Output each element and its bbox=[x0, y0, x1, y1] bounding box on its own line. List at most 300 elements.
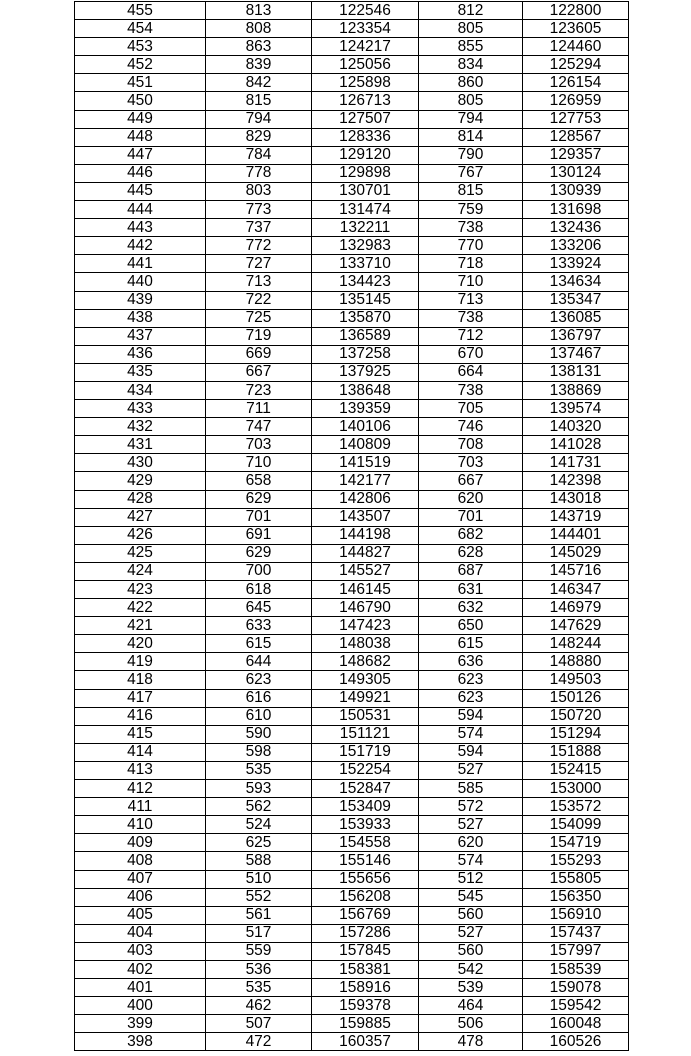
count-cell-a: 598 bbox=[206, 743, 312, 761]
cumulative-cell-b: 124460 bbox=[523, 38, 629, 56]
score-cell: 440 bbox=[75, 273, 206, 291]
count-cell-b: 594 bbox=[419, 743, 523, 761]
count-cell-a: 713 bbox=[206, 273, 312, 291]
table-row bbox=[75, 327, 629, 345]
count-cell-a: 658 bbox=[206, 472, 312, 490]
score-cell: 423 bbox=[75, 581, 206, 599]
count-cell-b: 615 bbox=[419, 635, 523, 653]
score-cell: 413 bbox=[75, 761, 206, 779]
cumulative-cell-b: 148880 bbox=[523, 653, 629, 671]
table-row bbox=[75, 92, 629, 110]
score-cell: 430 bbox=[75, 454, 206, 472]
count-cell-b: 545 bbox=[419, 888, 523, 906]
score-cell: 441 bbox=[75, 255, 206, 273]
count-cell-a: 700 bbox=[206, 562, 312, 580]
table-row bbox=[75, 2, 629, 20]
score-cell: 411 bbox=[75, 798, 206, 816]
table-row bbox=[75, 689, 629, 707]
score-cell: 406 bbox=[75, 888, 206, 906]
count-cell-a: 536 bbox=[206, 960, 312, 978]
score-cell: 455 bbox=[75, 2, 206, 20]
count-cell-a: 462 bbox=[206, 997, 312, 1015]
count-cell-b: 664 bbox=[419, 363, 523, 381]
cumulative-cell-a: 144198 bbox=[312, 526, 419, 544]
score-cell: 425 bbox=[75, 544, 206, 562]
table-row bbox=[75, 617, 629, 635]
cumulative-cell-a: 128336 bbox=[312, 128, 419, 146]
count-cell-a: 644 bbox=[206, 653, 312, 671]
count-cell-b: 814 bbox=[419, 128, 523, 146]
score-cell: 419 bbox=[75, 653, 206, 671]
count-cell-b: 682 bbox=[419, 526, 523, 544]
count-cell-b: 705 bbox=[419, 400, 523, 418]
table-row bbox=[75, 924, 629, 942]
cumulative-cell-b: 153572 bbox=[523, 798, 629, 816]
count-cell-b: 794 bbox=[419, 110, 523, 128]
count-cell-a: 839 bbox=[206, 56, 312, 74]
count-cell-b: 746 bbox=[419, 418, 523, 436]
count-cell-b: 636 bbox=[419, 653, 523, 671]
count-cell-a: 517 bbox=[206, 924, 312, 942]
cumulative-cell-b: 130124 bbox=[523, 164, 629, 182]
cumulative-cell-b: 131698 bbox=[523, 201, 629, 219]
cumulative-cell-b: 126959 bbox=[523, 92, 629, 110]
count-cell-a: 727 bbox=[206, 255, 312, 273]
table-row bbox=[75, 798, 629, 816]
count-cell-b: 860 bbox=[419, 74, 523, 92]
count-cell-b: 710 bbox=[419, 273, 523, 291]
table-row bbox=[75, 671, 629, 689]
cumulative-cell-a: 145527 bbox=[312, 562, 419, 580]
count-cell-a: 645 bbox=[206, 599, 312, 617]
count-cell-a: 723 bbox=[206, 381, 312, 399]
table-row bbox=[75, 562, 629, 580]
count-cell-b: 628 bbox=[419, 544, 523, 562]
count-cell-b: 464 bbox=[419, 997, 523, 1015]
cumulative-cell-b: 150126 bbox=[523, 689, 629, 707]
score-cell: 408 bbox=[75, 852, 206, 870]
cumulative-cell-a: 142177 bbox=[312, 472, 419, 490]
count-cell-a: 524 bbox=[206, 816, 312, 834]
score-cell: 421 bbox=[75, 617, 206, 635]
cumulative-cell-b: 160526 bbox=[523, 1033, 629, 1051]
score-cell: 410 bbox=[75, 816, 206, 834]
score-cell: 439 bbox=[75, 291, 206, 309]
cumulative-cell-a: 140809 bbox=[312, 436, 419, 454]
table-row bbox=[75, 979, 629, 997]
score-cell: 422 bbox=[75, 599, 206, 617]
score-cell: 424 bbox=[75, 562, 206, 580]
count-cell-a: 778 bbox=[206, 164, 312, 182]
cumulative-cell-a: 144827 bbox=[312, 544, 419, 562]
cumulative-cell-a: 151121 bbox=[312, 725, 419, 743]
score-cell: 400 bbox=[75, 997, 206, 1015]
cumulative-cell-b: 150720 bbox=[523, 707, 629, 725]
cumulative-cell-b: 157437 bbox=[523, 924, 629, 942]
cumulative-cell-b: 146979 bbox=[523, 599, 629, 617]
count-cell-b: 812 bbox=[419, 2, 523, 20]
count-cell-b: 701 bbox=[419, 508, 523, 526]
count-cell-b: 713 bbox=[419, 291, 523, 309]
count-cell-a: 813 bbox=[206, 2, 312, 20]
table-row bbox=[75, 997, 629, 1015]
count-cell-b: 718 bbox=[419, 255, 523, 273]
cumulative-cell-b: 123605 bbox=[523, 20, 629, 38]
count-cell-a: 616 bbox=[206, 689, 312, 707]
table-row bbox=[75, 291, 629, 309]
table-row bbox=[75, 182, 629, 200]
cumulative-cell-b: 138131 bbox=[523, 363, 629, 381]
score-cell: 402 bbox=[75, 960, 206, 978]
score-cell: 409 bbox=[75, 834, 206, 852]
count-cell-a: 588 bbox=[206, 852, 312, 870]
score-cell: 442 bbox=[75, 237, 206, 255]
cumulative-cell-a: 131474 bbox=[312, 201, 419, 219]
cumulative-cell-a: 140106 bbox=[312, 418, 419, 436]
cumulative-cell-b: 140320 bbox=[523, 418, 629, 436]
cumulative-cell-a: 155656 bbox=[312, 870, 419, 888]
table-row bbox=[75, 20, 629, 38]
cumulative-cell-a: 129120 bbox=[312, 146, 419, 164]
count-cell-b: 855 bbox=[419, 38, 523, 56]
score-cell: 412 bbox=[75, 780, 206, 798]
score-cell: 452 bbox=[75, 56, 206, 74]
count-cell-b: 687 bbox=[419, 562, 523, 580]
score-cell: 445 bbox=[75, 182, 206, 200]
cumulative-cell-b: 134634 bbox=[523, 273, 629, 291]
count-cell-a: 552 bbox=[206, 888, 312, 906]
count-cell-b: 759 bbox=[419, 201, 523, 219]
score-cell: 454 bbox=[75, 20, 206, 38]
count-cell-b: 574 bbox=[419, 725, 523, 743]
cumulative-cell-b: 141028 bbox=[523, 436, 629, 454]
score-cell: 426 bbox=[75, 526, 206, 544]
cumulative-cell-b: 145716 bbox=[523, 562, 629, 580]
cumulative-cell-b: 147629 bbox=[523, 617, 629, 635]
cumulative-cell-a: 153933 bbox=[312, 816, 419, 834]
cumulative-cell-a: 122546 bbox=[312, 2, 419, 20]
count-cell-a: 615 bbox=[206, 635, 312, 653]
count-cell-b: 738 bbox=[419, 219, 523, 237]
score-cell: 449 bbox=[75, 110, 206, 128]
score-distribution-table bbox=[74, 1, 629, 1051]
count-cell-a: 815 bbox=[206, 92, 312, 110]
count-cell-b: 620 bbox=[419, 834, 523, 852]
cumulative-cell-a: 132211 bbox=[312, 219, 419, 237]
score-cell: 451 bbox=[75, 74, 206, 92]
score-cell: 436 bbox=[75, 345, 206, 363]
table-row bbox=[75, 942, 629, 960]
count-cell-b: 815 bbox=[419, 182, 523, 200]
table-row bbox=[75, 363, 629, 381]
cumulative-cell-b: 133206 bbox=[523, 237, 629, 255]
table-row bbox=[75, 599, 629, 617]
cumulative-cell-b: 133924 bbox=[523, 255, 629, 273]
cumulative-cell-a: 130701 bbox=[312, 182, 419, 200]
count-cell-b: 623 bbox=[419, 689, 523, 707]
score-cell: 446 bbox=[75, 164, 206, 182]
cumulative-cell-b: 130939 bbox=[523, 182, 629, 200]
cumulative-cell-b: 129357 bbox=[523, 146, 629, 164]
table-row bbox=[75, 581, 629, 599]
count-cell-a: 829 bbox=[206, 128, 312, 146]
cumulative-cell-b: 155805 bbox=[523, 870, 629, 888]
count-cell-b: 805 bbox=[419, 92, 523, 110]
table-row bbox=[75, 201, 629, 219]
count-cell-b: 560 bbox=[419, 942, 523, 960]
cumulative-cell-a: 149305 bbox=[312, 671, 419, 689]
cumulative-cell-a: 139359 bbox=[312, 400, 419, 418]
count-cell-a: 737 bbox=[206, 219, 312, 237]
count-cell-a: 507 bbox=[206, 1015, 312, 1033]
table-row bbox=[75, 436, 629, 454]
table-row bbox=[75, 725, 629, 743]
score-cell: 420 bbox=[75, 635, 206, 653]
count-cell-b: 623 bbox=[419, 671, 523, 689]
count-cell-a: 669 bbox=[206, 345, 312, 363]
table-row bbox=[75, 128, 629, 146]
table-row bbox=[75, 960, 629, 978]
score-cell: 404 bbox=[75, 924, 206, 942]
table-row bbox=[75, 707, 629, 725]
score-cell: 428 bbox=[75, 490, 206, 508]
count-cell-a: 510 bbox=[206, 870, 312, 888]
cumulative-cell-b: 132436 bbox=[523, 219, 629, 237]
cumulative-cell-a: 157845 bbox=[312, 942, 419, 960]
count-cell-a: 472 bbox=[206, 1033, 312, 1051]
table-row bbox=[75, 472, 629, 490]
cumulative-cell-b: 157997 bbox=[523, 942, 629, 960]
cumulative-cell-a: 137258 bbox=[312, 345, 419, 363]
cumulative-cell-a: 159378 bbox=[312, 997, 419, 1015]
cumulative-cell-a: 154558 bbox=[312, 834, 419, 852]
table-row bbox=[75, 38, 629, 56]
count-cell-b: 805 bbox=[419, 20, 523, 38]
score-cell: 403 bbox=[75, 942, 206, 960]
table-row bbox=[75, 309, 629, 327]
count-cell-b: 527 bbox=[419, 816, 523, 834]
cumulative-cell-a: 138648 bbox=[312, 381, 419, 399]
table-row bbox=[75, 345, 629, 363]
score-cell: 407 bbox=[75, 870, 206, 888]
count-cell-a: 710 bbox=[206, 454, 312, 472]
table-row bbox=[75, 906, 629, 924]
table-row bbox=[75, 780, 629, 798]
count-cell-b: 572 bbox=[419, 798, 523, 816]
table-row bbox=[75, 653, 629, 671]
cumulative-cell-b: 148244 bbox=[523, 635, 629, 653]
count-cell-a: 561 bbox=[206, 906, 312, 924]
score-cell: 431 bbox=[75, 436, 206, 454]
cumulative-cell-b: 135347 bbox=[523, 291, 629, 309]
cumulative-cell-a: 160357 bbox=[312, 1033, 419, 1051]
table-row bbox=[75, 454, 629, 472]
count-cell-a: 803 bbox=[206, 182, 312, 200]
table-row bbox=[75, 273, 629, 291]
score-cell: 414 bbox=[75, 743, 206, 761]
score-cell: 433 bbox=[75, 400, 206, 418]
cumulative-cell-a: 156208 bbox=[312, 888, 419, 906]
cumulative-cell-a: 132983 bbox=[312, 237, 419, 255]
count-cell-b: 632 bbox=[419, 599, 523, 617]
count-cell-b: 712 bbox=[419, 327, 523, 345]
count-cell-a: 593 bbox=[206, 780, 312, 798]
count-cell-b: 767 bbox=[419, 164, 523, 182]
table-row bbox=[75, 743, 629, 761]
count-cell-b: 703 bbox=[419, 454, 523, 472]
cumulative-cell-a: 125898 bbox=[312, 74, 419, 92]
cumulative-cell-a: 136589 bbox=[312, 327, 419, 345]
count-cell-b: 506 bbox=[419, 1015, 523, 1033]
table-row bbox=[75, 255, 629, 273]
cumulative-cell-a: 133710 bbox=[312, 255, 419, 273]
cumulative-cell-a: 123354 bbox=[312, 20, 419, 38]
score-cell: 453 bbox=[75, 38, 206, 56]
score-cell: 438 bbox=[75, 309, 206, 327]
count-cell-a: 610 bbox=[206, 707, 312, 725]
cumulative-cell-b: 122800 bbox=[523, 2, 629, 20]
score-cell: 447 bbox=[75, 146, 206, 164]
count-cell-b: 834 bbox=[419, 56, 523, 74]
count-cell-b: 667 bbox=[419, 472, 523, 490]
cumulative-cell-b: 158539 bbox=[523, 960, 629, 978]
cumulative-cell-a: 152847 bbox=[312, 780, 419, 798]
count-cell-a: 784 bbox=[206, 146, 312, 164]
score-cell: 435 bbox=[75, 363, 206, 381]
cumulative-cell-a: 143507 bbox=[312, 508, 419, 526]
table-row bbox=[75, 56, 629, 74]
score-cell: 401 bbox=[75, 979, 206, 997]
score-cell: 432 bbox=[75, 418, 206, 436]
count-cell-a: 691 bbox=[206, 526, 312, 544]
count-cell-a: 747 bbox=[206, 418, 312, 436]
table-row bbox=[75, 526, 629, 544]
cumulative-cell-a: 135870 bbox=[312, 309, 419, 327]
count-cell-b: 478 bbox=[419, 1033, 523, 1051]
count-cell-b: 631 bbox=[419, 581, 523, 599]
count-cell-a: 629 bbox=[206, 544, 312, 562]
table-body bbox=[75, 2, 629, 1051]
cumulative-cell-a: 156769 bbox=[312, 906, 419, 924]
count-cell-a: 842 bbox=[206, 74, 312, 92]
count-cell-a: 667 bbox=[206, 363, 312, 381]
count-cell-b: 585 bbox=[419, 780, 523, 798]
table-row bbox=[75, 110, 629, 128]
count-cell-b: 770 bbox=[419, 237, 523, 255]
count-cell-a: 711 bbox=[206, 400, 312, 418]
cumulative-cell-a: 152254 bbox=[312, 761, 419, 779]
cumulative-cell-b: 143719 bbox=[523, 508, 629, 526]
count-cell-a: 725 bbox=[206, 309, 312, 327]
count-cell-b: 670 bbox=[419, 345, 523, 363]
table-row bbox=[75, 381, 629, 399]
score-cell: 417 bbox=[75, 689, 206, 707]
cumulative-cell-a: 150531 bbox=[312, 707, 419, 725]
count-cell-b: 512 bbox=[419, 870, 523, 888]
count-cell-b: 527 bbox=[419, 761, 523, 779]
cumulative-cell-a: 146145 bbox=[312, 581, 419, 599]
cumulative-cell-b: 154099 bbox=[523, 816, 629, 834]
cumulative-cell-a: 155146 bbox=[312, 852, 419, 870]
count-cell-a: 535 bbox=[206, 979, 312, 997]
cumulative-cell-a: 124217 bbox=[312, 38, 419, 56]
count-cell-a: 794 bbox=[206, 110, 312, 128]
score-cell: 429 bbox=[75, 472, 206, 490]
cumulative-cell-b: 127753 bbox=[523, 110, 629, 128]
cumulative-cell-b: 145029 bbox=[523, 544, 629, 562]
cumulative-cell-b: 125294 bbox=[523, 56, 629, 74]
count-cell-b: 539 bbox=[419, 979, 523, 997]
table-row bbox=[75, 852, 629, 870]
cumulative-cell-a: 142806 bbox=[312, 490, 419, 508]
count-cell-a: 703 bbox=[206, 436, 312, 454]
table-row bbox=[75, 418, 629, 436]
table-row bbox=[75, 237, 629, 255]
table-row bbox=[75, 635, 629, 653]
count-cell-a: 772 bbox=[206, 237, 312, 255]
count-cell-a: 722 bbox=[206, 291, 312, 309]
count-cell-b: 560 bbox=[419, 906, 523, 924]
cumulative-cell-b: 136797 bbox=[523, 327, 629, 345]
cumulative-cell-a: 147423 bbox=[312, 617, 419, 635]
cumulative-cell-a: 157286 bbox=[312, 924, 419, 942]
score-cell: 437 bbox=[75, 327, 206, 345]
cumulative-cell-a: 158381 bbox=[312, 960, 419, 978]
table-row bbox=[75, 164, 629, 182]
count-cell-a: 623 bbox=[206, 671, 312, 689]
cumulative-cell-a: 151719 bbox=[312, 743, 419, 761]
count-cell-a: 590 bbox=[206, 725, 312, 743]
count-cell-a: 633 bbox=[206, 617, 312, 635]
cumulative-cell-a: 148038 bbox=[312, 635, 419, 653]
count-cell-a: 559 bbox=[206, 942, 312, 960]
table-row bbox=[75, 544, 629, 562]
cumulative-cell-a: 158916 bbox=[312, 979, 419, 997]
count-cell-b: 790 bbox=[419, 146, 523, 164]
table-row bbox=[75, 834, 629, 852]
cumulative-cell-b: 139574 bbox=[523, 400, 629, 418]
table-row bbox=[75, 219, 629, 237]
cumulative-cell-b: 141731 bbox=[523, 454, 629, 472]
cumulative-cell-b: 128567 bbox=[523, 128, 629, 146]
count-cell-a: 562 bbox=[206, 798, 312, 816]
cumulative-cell-b: 137467 bbox=[523, 345, 629, 363]
table-row bbox=[75, 146, 629, 164]
count-cell-b: 650 bbox=[419, 617, 523, 635]
cumulative-cell-a: 159885 bbox=[312, 1015, 419, 1033]
cumulative-cell-b: 149503 bbox=[523, 671, 629, 689]
cumulative-cell-b: 152415 bbox=[523, 761, 629, 779]
cumulative-cell-a: 137925 bbox=[312, 363, 419, 381]
table-row bbox=[75, 888, 629, 906]
cumulative-cell-b: 155293 bbox=[523, 852, 629, 870]
score-cell: 416 bbox=[75, 707, 206, 725]
count-cell-b: 542 bbox=[419, 960, 523, 978]
count-cell-a: 773 bbox=[206, 201, 312, 219]
cumulative-cell-b: 156350 bbox=[523, 888, 629, 906]
count-cell-a: 808 bbox=[206, 20, 312, 38]
cumulative-cell-b: 154719 bbox=[523, 834, 629, 852]
cumulative-cell-b: 146347 bbox=[523, 581, 629, 599]
score-cell: 399 bbox=[75, 1015, 206, 1033]
table-row bbox=[75, 761, 629, 779]
cumulative-cell-a: 126713 bbox=[312, 92, 419, 110]
table-row bbox=[75, 1033, 629, 1051]
table-row bbox=[75, 1015, 629, 1033]
cumulative-cell-a: 134423 bbox=[312, 273, 419, 291]
count-cell-b: 620 bbox=[419, 490, 523, 508]
count-cell-b: 738 bbox=[419, 381, 523, 399]
